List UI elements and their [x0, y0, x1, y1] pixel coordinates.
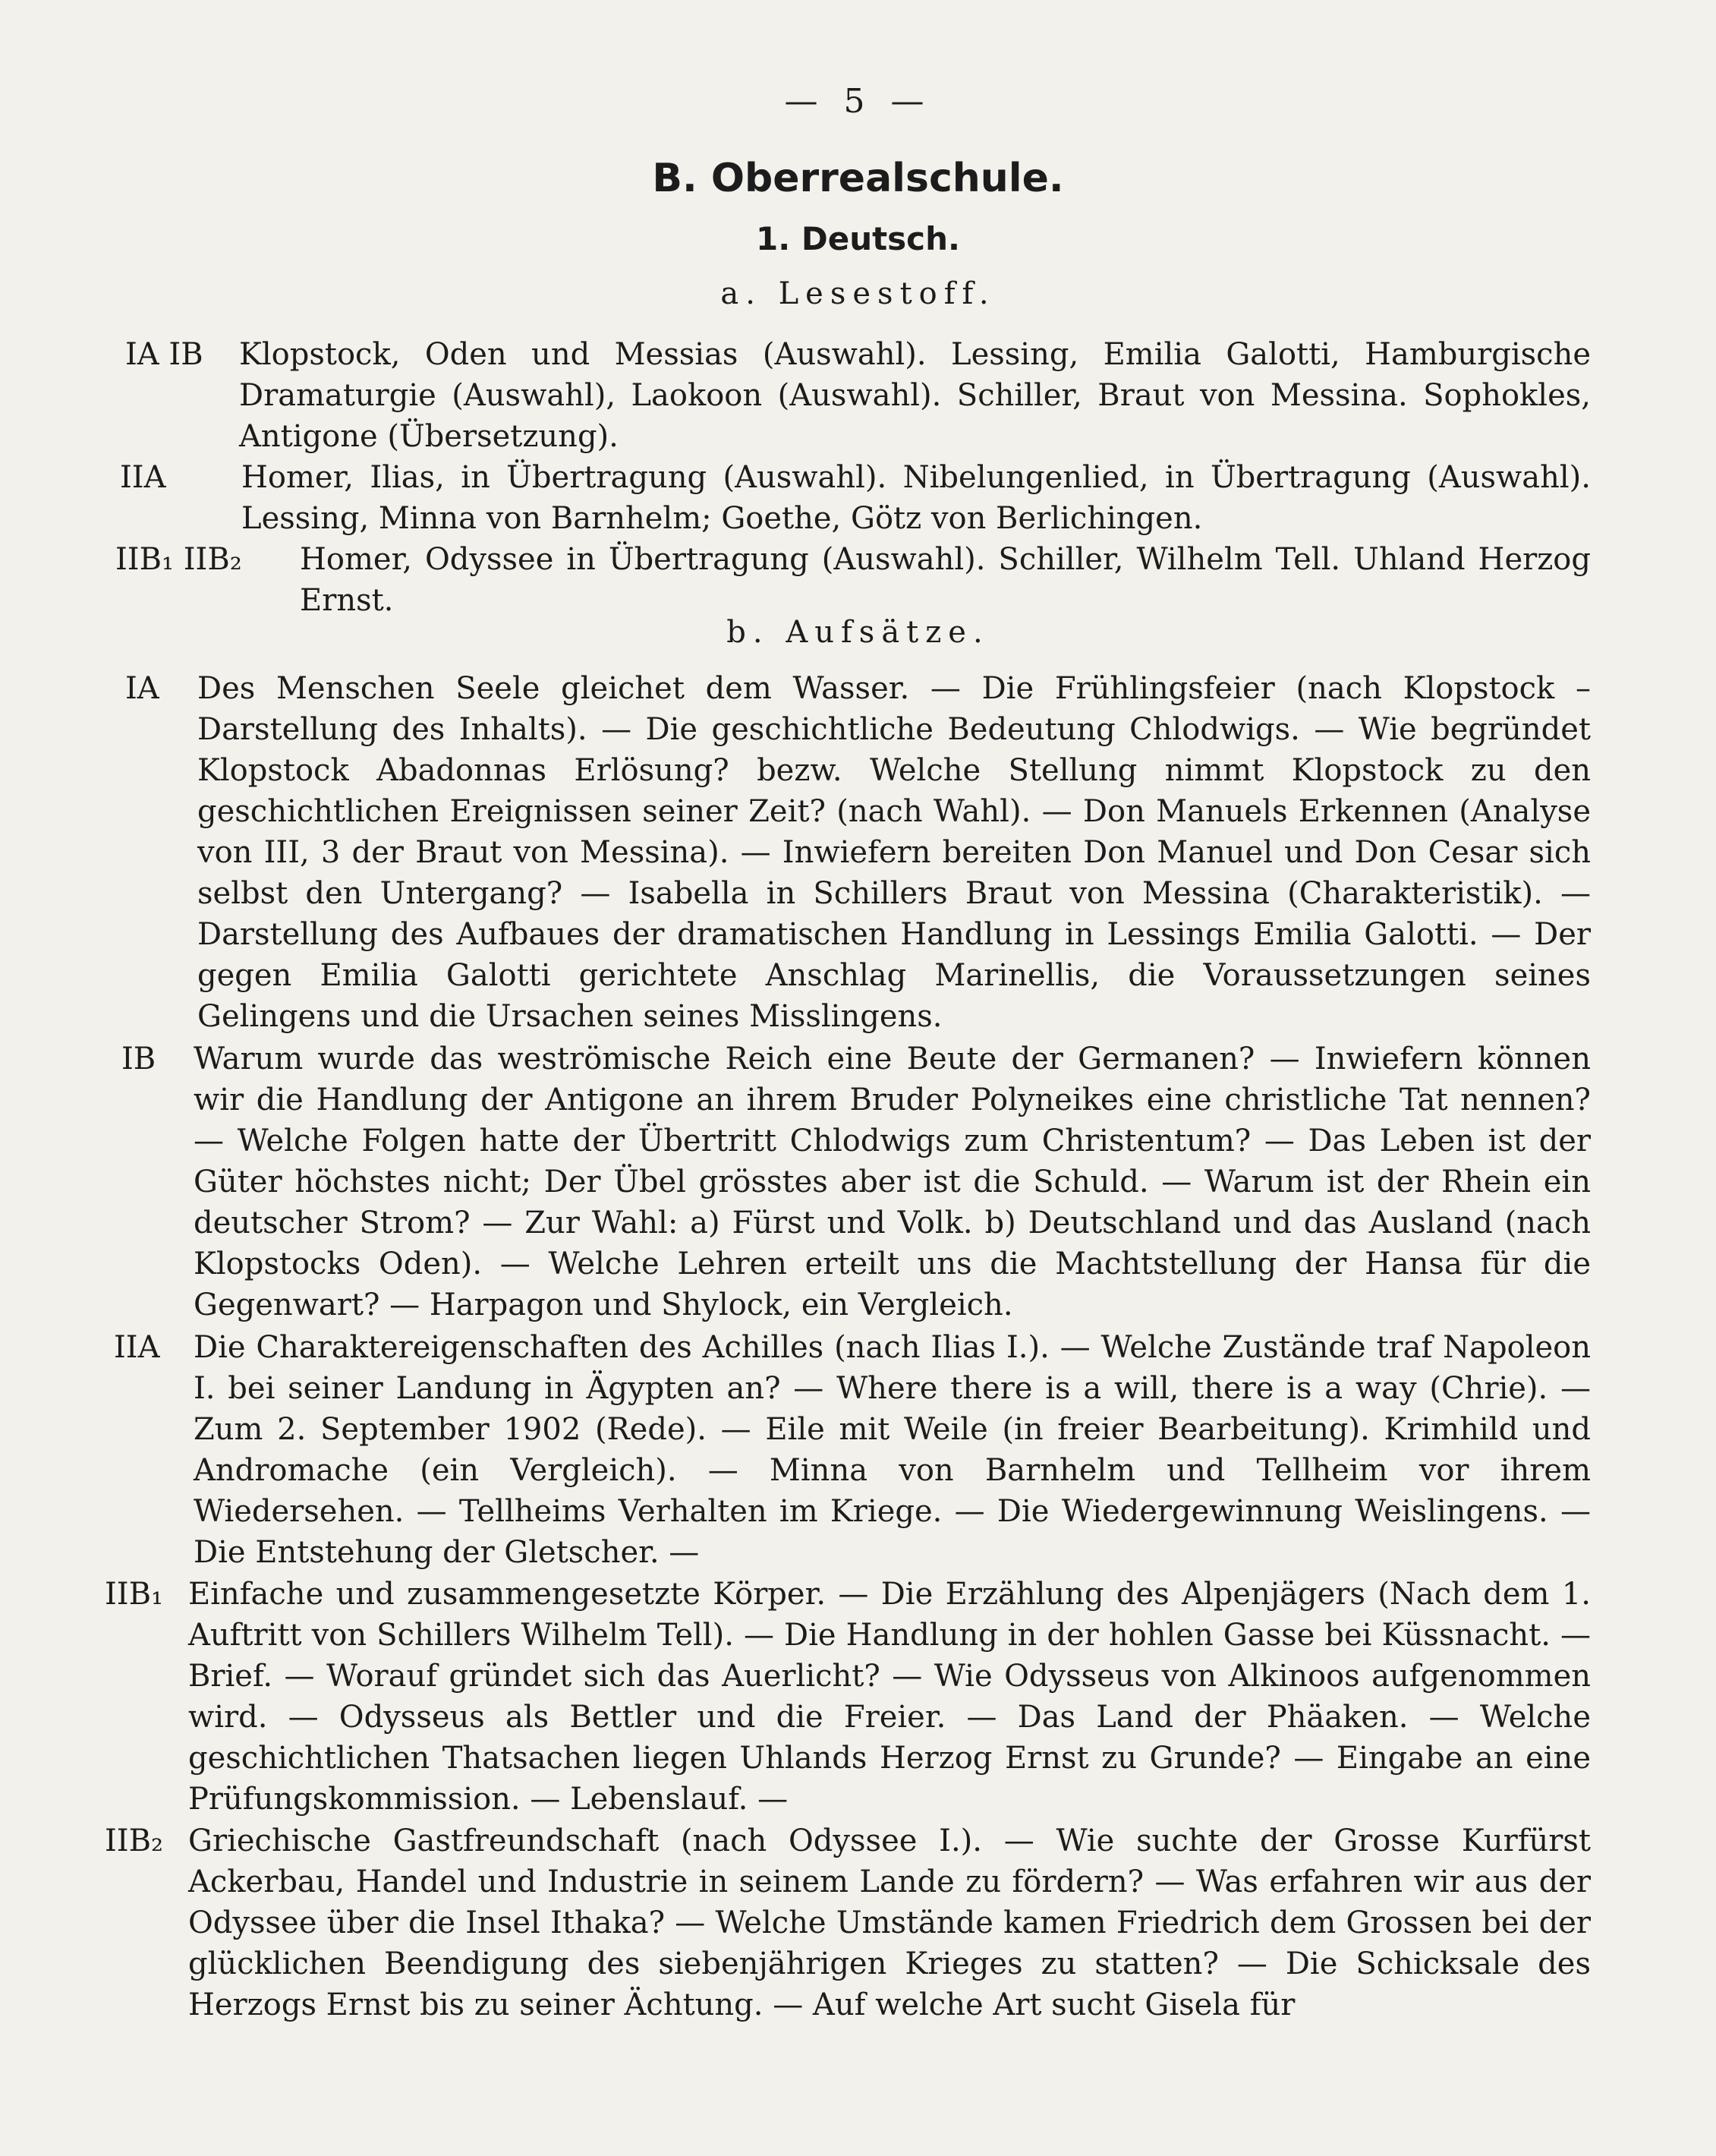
entry-text: Klopstock, Oden und Messias (Auswahl). Lessing, Emilia Galotti, Hamburgische Dramaturgie (Auswahl), Laokoon (Auswahl). Schiller, Braut von Messina. Sophokles, Antigone (Übersetzung). [239, 337, 1591, 454]
entry-text: Griechische Gastfreundschaft (nach Odyssee I.). — Wie suchte der Grosse Kurfürst Ackerbau, Handel und Industrie in seinem Lande zu fördern? — Was erfahren wir aus der Odyssee über die Insel Ithaka? — Welche Umstände kamen Friedrich dem Grossen bei der glücklichen Beendigung des siebenjährigen Krieges zu statten? — Die Schicksale des Herzogs Ernst bis zu seiner Ächtung. — Auf welche Art sucht Gisela für [188, 1823, 1591, 2022]
class-label: IIB₁ IIB₂ [115, 542, 242, 577]
section-b-heading: b. Aufsätze. [726, 615, 990, 650]
class-label: IIB₁ [105, 1577, 164, 1612]
class-label: IIA [120, 460, 166, 495]
entry-text: Homer, Odyssee in Übertragung (Auswahl). Schiller, Wilhelm Tell. Uhland Herzog Ernst. [300, 542, 1591, 618]
entry-text: Einfache und zusammengesetzte Körper. — Die Erzählung des Alpenjägers (Nach dem 1. Auftritt von Schillers Wilhelm Tell). — Die Handlung in der hohlen Gasse bei Küssnacht. — Brief. — Worauf gründet sich das Auerlicht? — Wie Odysseus von Alkinoos aufgenommen wird. — Odysseus als Bettler und die Freier. — Das Land der Phäaken. — Welche geschichtlichen Thatsachen liegen Uhlands Herzog Ernst zu Grunde? — Eingabe an eine Prüfungskommission. — Lebenslauf. — [188, 1577, 1591, 1817]
section-a-heading: a. Lesestoff. [720, 276, 996, 311]
class-label: IIA [114, 1330, 160, 1365]
entry-text: Des Menschen Seele gleichet dem Wasser. — Die Frühlingsfeier (nach Klopstock – Darstellung des Inhalts). — Die geschichtliche Bedeutung Chlodwigs. — Wie begründet Klopstock Abadonnas Erlösung? bezw. Welche Stellung nimmt Klopstock zu den geschichtlichen Ereignissen seiner Zeit? (nach Wahl). — Don Manuels Erkennen (Analyse von III, 3 der Braut von Messina). — Inwiefern bereiten Don Manuel und Don Cesar sich selbst den Untergang? — Isabella in Schillers Braut von Messina (Charakteristik). — Darstellung des Aufbaues der dramatischen Handlung in Lessings Emilia Galotti. — Der gegen Emilia Galotti gerichtete Anschlag Marinellis, die Voraussetzungen seines Gelingens und die Ursachen seines Misslingens. [197, 671, 1591, 1034]
entry-text: Warum wurde das weströmische Reich eine Beute der Germanen? — Inwiefern können wir die Handlung der Antigone an ihrem Bruder Polyneikes eine christliche Tat nennen? — Welche Folgen hatte der Übertritt Chlodwigs zum Christentum? — Das Leben ist der Güter höchstes nicht; Der Übel grösstes aber ist die Schuld. — Warum ist der Rhein ein deutscher Strom? — Zur Wahl: a) Fürst und Volk. b) Deutschland und das Ausland (nach Klopstocks Oden). — Welche Lehren erteilt uns die Machtstellung der Hansa für die Gegenwart? — Harpagon und Shylock, ein Vergleich. [194, 1042, 1591, 1322]
class-label: IA IB [125, 337, 203, 372]
class-label: IB [121, 1042, 156, 1076]
page-number: — 5 — [784, 82, 932, 121]
class-label: IIB₂ [105, 1823, 164, 1858]
subject-heading: 1. Deutsch. [756, 220, 960, 257]
class-label: IA [125, 671, 159, 706]
school-heading: B. Oberrealschule. [652, 156, 1064, 201]
entry-text: Die Charaktereigenschaften des Achilles (nach Ilias I.). — Welche Zustände traf Napoleon I. bei seiner Landung in Ägypten an? — Where there is a will, there is a way (Chrie). — Zum 2. September 1902 (Rede). — Eile mit Weile (in freier Bearbeitung). Krimhild und Andromache (ein Vergleich). — Minna von Barnhelm und Tellheim vor ihrem Wiedersehen. — Tellheims Verhalten im Kriege. — Die Wiedergewinnung Weislingens. — Die Entstehung der Gletscher. — [194, 1330, 1591, 1570]
entry-text: Homer, Ilias, in Übertragung (Auswahl). Nibelungenlied, in Übertragung (Auswahl). Lessing, Minna von Barnhelm; Goethe, Götz von Berlichingen. [241, 460, 1591, 536]
